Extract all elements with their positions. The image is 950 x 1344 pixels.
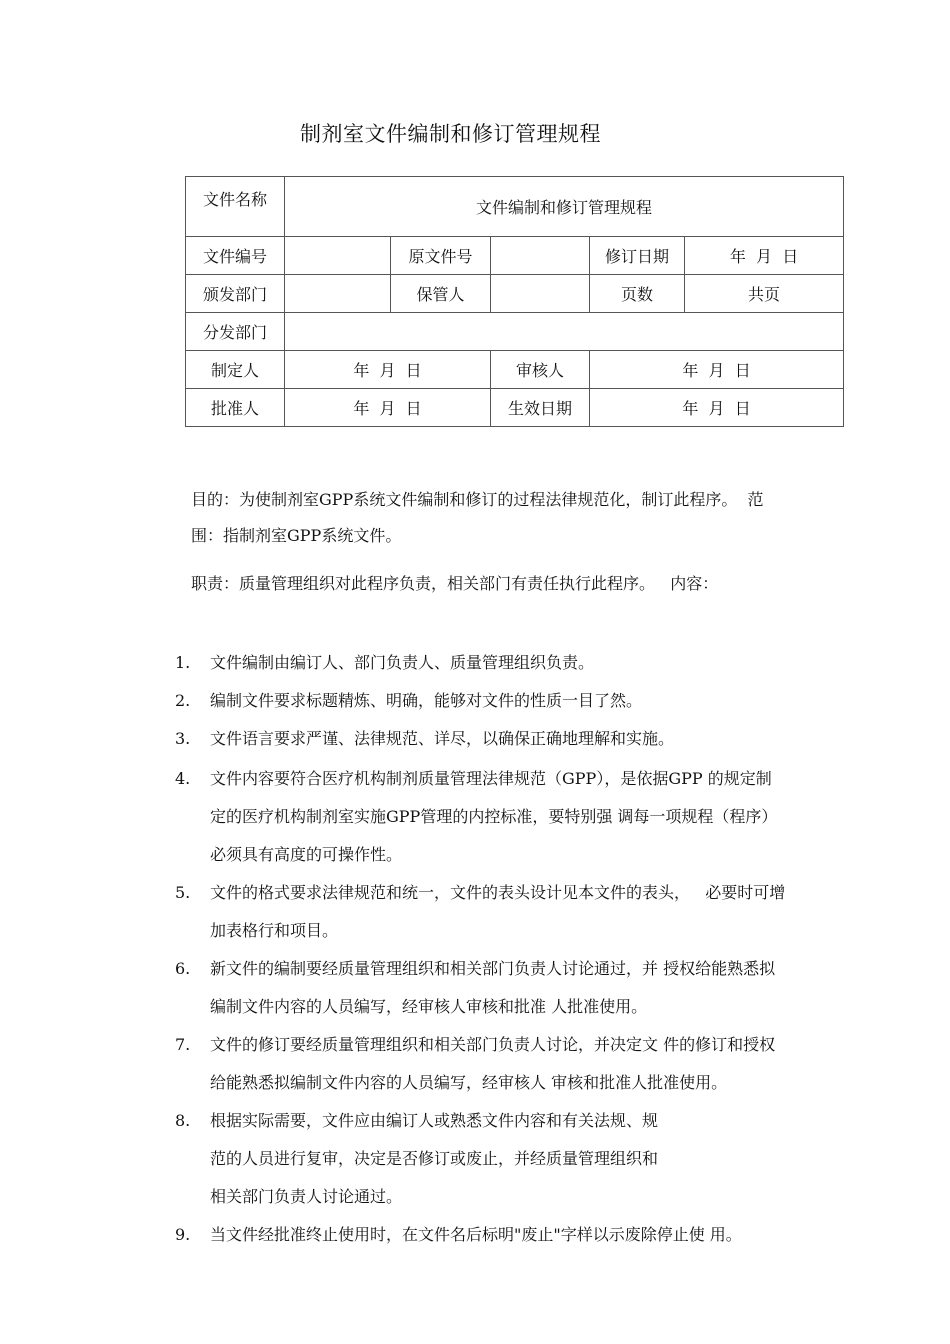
list-item-text: 加表格行和项目。 — [210, 921, 339, 940]
value-effective-date: 年 月 日 — [590, 389, 844, 427]
list-item-text: 必须具有高度的可操作性。 — [210, 845, 403, 864]
label-distribution-department: 分发部门 — [186, 313, 285, 351]
list-item-number: 2. — [175, 691, 191, 710]
label-effective-date: 生效日期 — [491, 389, 590, 427]
value-distribution-department — [285, 313, 844, 351]
label-document-number: 文件编号 — [186, 237, 285, 275]
label-author: 制定人 — [186, 351, 285, 389]
list-item-text: 给能熟悉拟编制文件内容的人员编写，经审核人 审核和批准人批准使用。 — [210, 1073, 728, 1092]
label-page-count: 页数 — [590, 275, 685, 313]
list-item-text: 文件内容要符合医疗机构制剂质量管理法律规范（GPP），是依据GPP 的规定制 — [210, 769, 772, 788]
value-author-date: 年 月 日 — [285, 351, 491, 389]
table-row-document-name — [186, 177, 844, 237]
purpose-paragraph-line-2: 围：指制剂室GPP系统文件。 — [191, 526, 402, 545]
document-title: 制剂室文件编制和修订管理规程 — [300, 122, 601, 146]
list-item-text: 文件编制由编订人、部门负责人、质量管理组织负责。 — [210, 653, 595, 672]
list-item-number: 9. — [175, 1225, 191, 1244]
label-document-name: 文件名称 — [186, 177, 285, 237]
value-document-number — [285, 237, 391, 275]
list-item — [175, 1026, 865, 1102]
list-item-number: 8. — [175, 1111, 191, 1130]
table-row-distribution-department — [186, 313, 844, 351]
list-item-text: 编制文件内容的人员编写，经审核人审核和批准 人批准使用。 — [210, 997, 648, 1016]
list-item-number: 6. — [175, 959, 191, 978]
table-row-issuing-department — [186, 275, 844, 313]
list-item — [175, 644, 865, 682]
list-item-text: 相关部门负责人讨论通过。 — [210, 1187, 403, 1206]
table-row-author — [186, 351, 844, 389]
list-item-number: 7. — [175, 1035, 191, 1054]
value-approver-date: 年 月 日 — [285, 389, 491, 427]
content-list — [175, 644, 865, 1254]
list-item — [175, 760, 865, 874]
table-row-approver — [186, 389, 844, 427]
list-item — [175, 950, 865, 1026]
label-revision-date: 修订日期 — [590, 237, 685, 275]
list-item-text: 文件的格式要求法律规范和统一，文件的表头设计见本文件的表头， 必要时可增 — [210, 883, 786, 902]
document-header-table — [185, 176, 844, 427]
value-reviewer-date: 年 月 日 — [590, 351, 844, 389]
list-item-text: 文件语言要求严谨、法律规范、详尽，以确保正确地理解和实施。 — [210, 729, 675, 748]
value-custodian — [491, 275, 590, 313]
label-original-number: 原文件号 — [391, 237, 491, 275]
value-issuing-department — [285, 275, 391, 313]
list-item — [175, 1102, 865, 1216]
purpose-paragraph-line-1: 目的：为使制剂室GPP系统文件编制和修订的过程法律规范化，制订此程序。 范 — [191, 490, 764, 509]
list-item-text: 文件的修订要经质量管理组织和相关部门负责人讨论，并决定文 件的修订和授权 — [210, 1035, 776, 1054]
list-item — [175, 720, 865, 758]
list-item — [175, 682, 865, 720]
list-item — [175, 1216, 865, 1254]
list-item-text: 定的医疗机构制剂室实施GPP管理的内控标准，要特别强 调每一项规程（程序） — [210, 807, 778, 826]
label-issuing-department: 颁发部门 — [186, 275, 285, 313]
list-item-text: 新文件的编制要经质量管理组织和相关部门负责人讨论通过，并 授权给能熟悉拟 — [210, 959, 776, 978]
value-page-count: 共页 — [685, 275, 844, 313]
list-item-text: 范的人员进行复审，决定是否修订或废止，并经质量管理组织和 — [210, 1149, 659, 1168]
value-original-number — [491, 237, 590, 275]
responsibility-paragraph: 职责：质量管理组织对此程序负责，相关部门有责任执行此程序。 内容： — [191, 574, 719, 593]
list-item-number: 3. — [175, 729, 191, 748]
list-item-text: 根据实际需要，文件应由编订人或熟悉文件内容和有关法规、规 — [210, 1111, 659, 1130]
value-document-name: 文件编制和修订管理规程 — [285, 177, 844, 237]
list-item-text: 编制文件要求标题精炼、明确，能够对文件的性质一目了然。 — [210, 691, 643, 710]
table-row-document-number — [186, 237, 844, 275]
label-approver: 批准人 — [186, 389, 285, 427]
list-item-number: 1. — [175, 653, 191, 672]
list-item-number: 4. — [175, 769, 191, 788]
list-item-text: 当文件经批准终止使用时，在文件名后标明"废止"字样以示废除停止使 用。 — [210, 1225, 742, 1244]
label-custodian: 保管人 — [391, 275, 491, 313]
list-item — [175, 874, 865, 950]
label-reviewer: 审核人 — [491, 351, 590, 389]
value-revision-date: 年 月 日 — [685, 237, 844, 275]
list-item-number: 5. — [175, 883, 191, 902]
